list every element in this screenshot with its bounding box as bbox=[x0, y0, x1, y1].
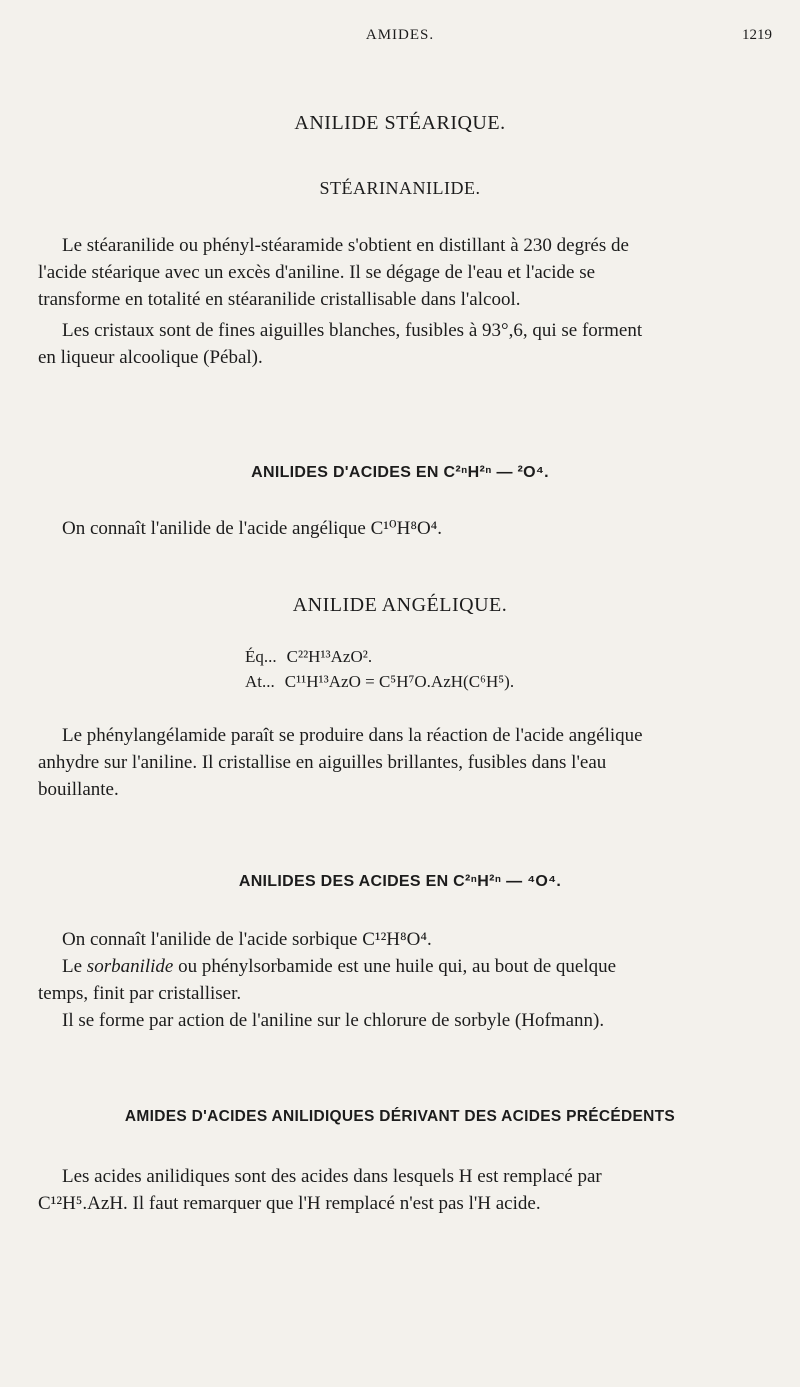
paragraph-stearanilide-crystals bbox=[38, 317, 764, 371]
text-line: On connaît l'anilide de l'acide angélique C¹⁰H⁸O⁴. bbox=[62, 518, 443, 539]
text-line: Il se forme par action de l'aniline sur le chlorure de sorbyle (Hofmann). bbox=[62, 1010, 605, 1031]
text-line bbox=[38, 953, 764, 980]
paragraph-sorbique bbox=[38, 926, 764, 1034]
text-line: temps, finit par cristalliser. bbox=[38, 983, 242, 1004]
heading-amides-anilidiques: AMIDES D'ACIDES ANILIDIQUES DÉRIVANT DES ACIDES PRÉCÉDENTS bbox=[124, 1108, 676, 1125]
page-number: 1219 bbox=[742, 27, 772, 43]
text-line: Le stéaranilide ou phényl-stéaramide s'obtient en distillant à 230 degrés de bbox=[62, 235, 629, 256]
page-header bbox=[0, 27, 800, 51]
text-line: Les acides anilidiques sont des acides dans lesquels H est remplacé par bbox=[62, 1166, 602, 1187]
heading-anilides-sorbique: ANILIDES DES ACIDES EN C²ⁿH²ⁿ — ⁴O⁴. bbox=[238, 873, 562, 890]
running-title: AMIDES. bbox=[365, 27, 435, 43]
subtitle-stearinanilide: STÉARINANILIDE. bbox=[319, 178, 481, 198]
text-run: Le bbox=[62, 956, 87, 977]
text-run: ou phénylsorbamide est une huile qui, au bout de quelque bbox=[173, 956, 617, 977]
formula-value-eq: C²²H¹³AzO². bbox=[286, 647, 373, 666]
text-line: transforme en totalité en stéaranilide cristallisable dans l'alcool. bbox=[38, 289, 521, 310]
text-line: Le phénylangélamide paraît se produire dans la réaction de l'acide angélique bbox=[62, 725, 643, 746]
formula-value-at: C¹¹H¹³AzO = C⁵H⁷O.AzH(C⁶H⁵). bbox=[284, 672, 515, 691]
title-anilide-angelique: ANILIDE ANGÉLIQUE. bbox=[292, 594, 508, 616]
text-line: en liqueur alcoolique (Pébal). bbox=[38, 347, 263, 368]
text-line: bouillante. bbox=[38, 779, 119, 800]
formula-label-at: At... bbox=[245, 672, 275, 691]
term-sorbanilide: sorbanilide bbox=[86, 956, 174, 977]
paragraph-acides-anilidiques bbox=[38, 1163, 764, 1217]
formula-label-eq: Éq... bbox=[245, 647, 277, 666]
paragraph-phenylangelamide bbox=[38, 722, 764, 803]
formula-atomic bbox=[245, 672, 514, 692]
heading-anilides-angelique: ANILIDES D'ACIDES EN C²ⁿH²ⁿ — ²O⁴. bbox=[251, 464, 549, 481]
text-line: l'acide stéarique avec un excès d'aniline. Il se dégage de l'eau et l'acide se bbox=[38, 262, 596, 283]
formula-equivalent bbox=[245, 647, 372, 667]
text-line: anhydre sur l'aniline. Il cristallise en aiguilles brillantes, fusibles dans l'eau bbox=[38, 752, 607, 773]
text-line: On connaît l'anilide de l'acide sorbique C¹²H⁸O⁴. bbox=[62, 929, 432, 950]
paragraph-stearanilide-preparation bbox=[38, 232, 764, 313]
text-line: Les cristaux sont de fines aiguilles blanches, fusibles à 93°,6, qui se forment bbox=[62, 320, 643, 341]
title-anilide-stearique: ANILIDE STÉARIQUE. bbox=[294, 112, 506, 134]
paragraph-angelique-intro bbox=[38, 515, 764, 542]
text-line: C¹²H⁵.AzH. Il faut remarquer que l'H remplacé n'est pas l'H acide. bbox=[38, 1193, 541, 1214]
